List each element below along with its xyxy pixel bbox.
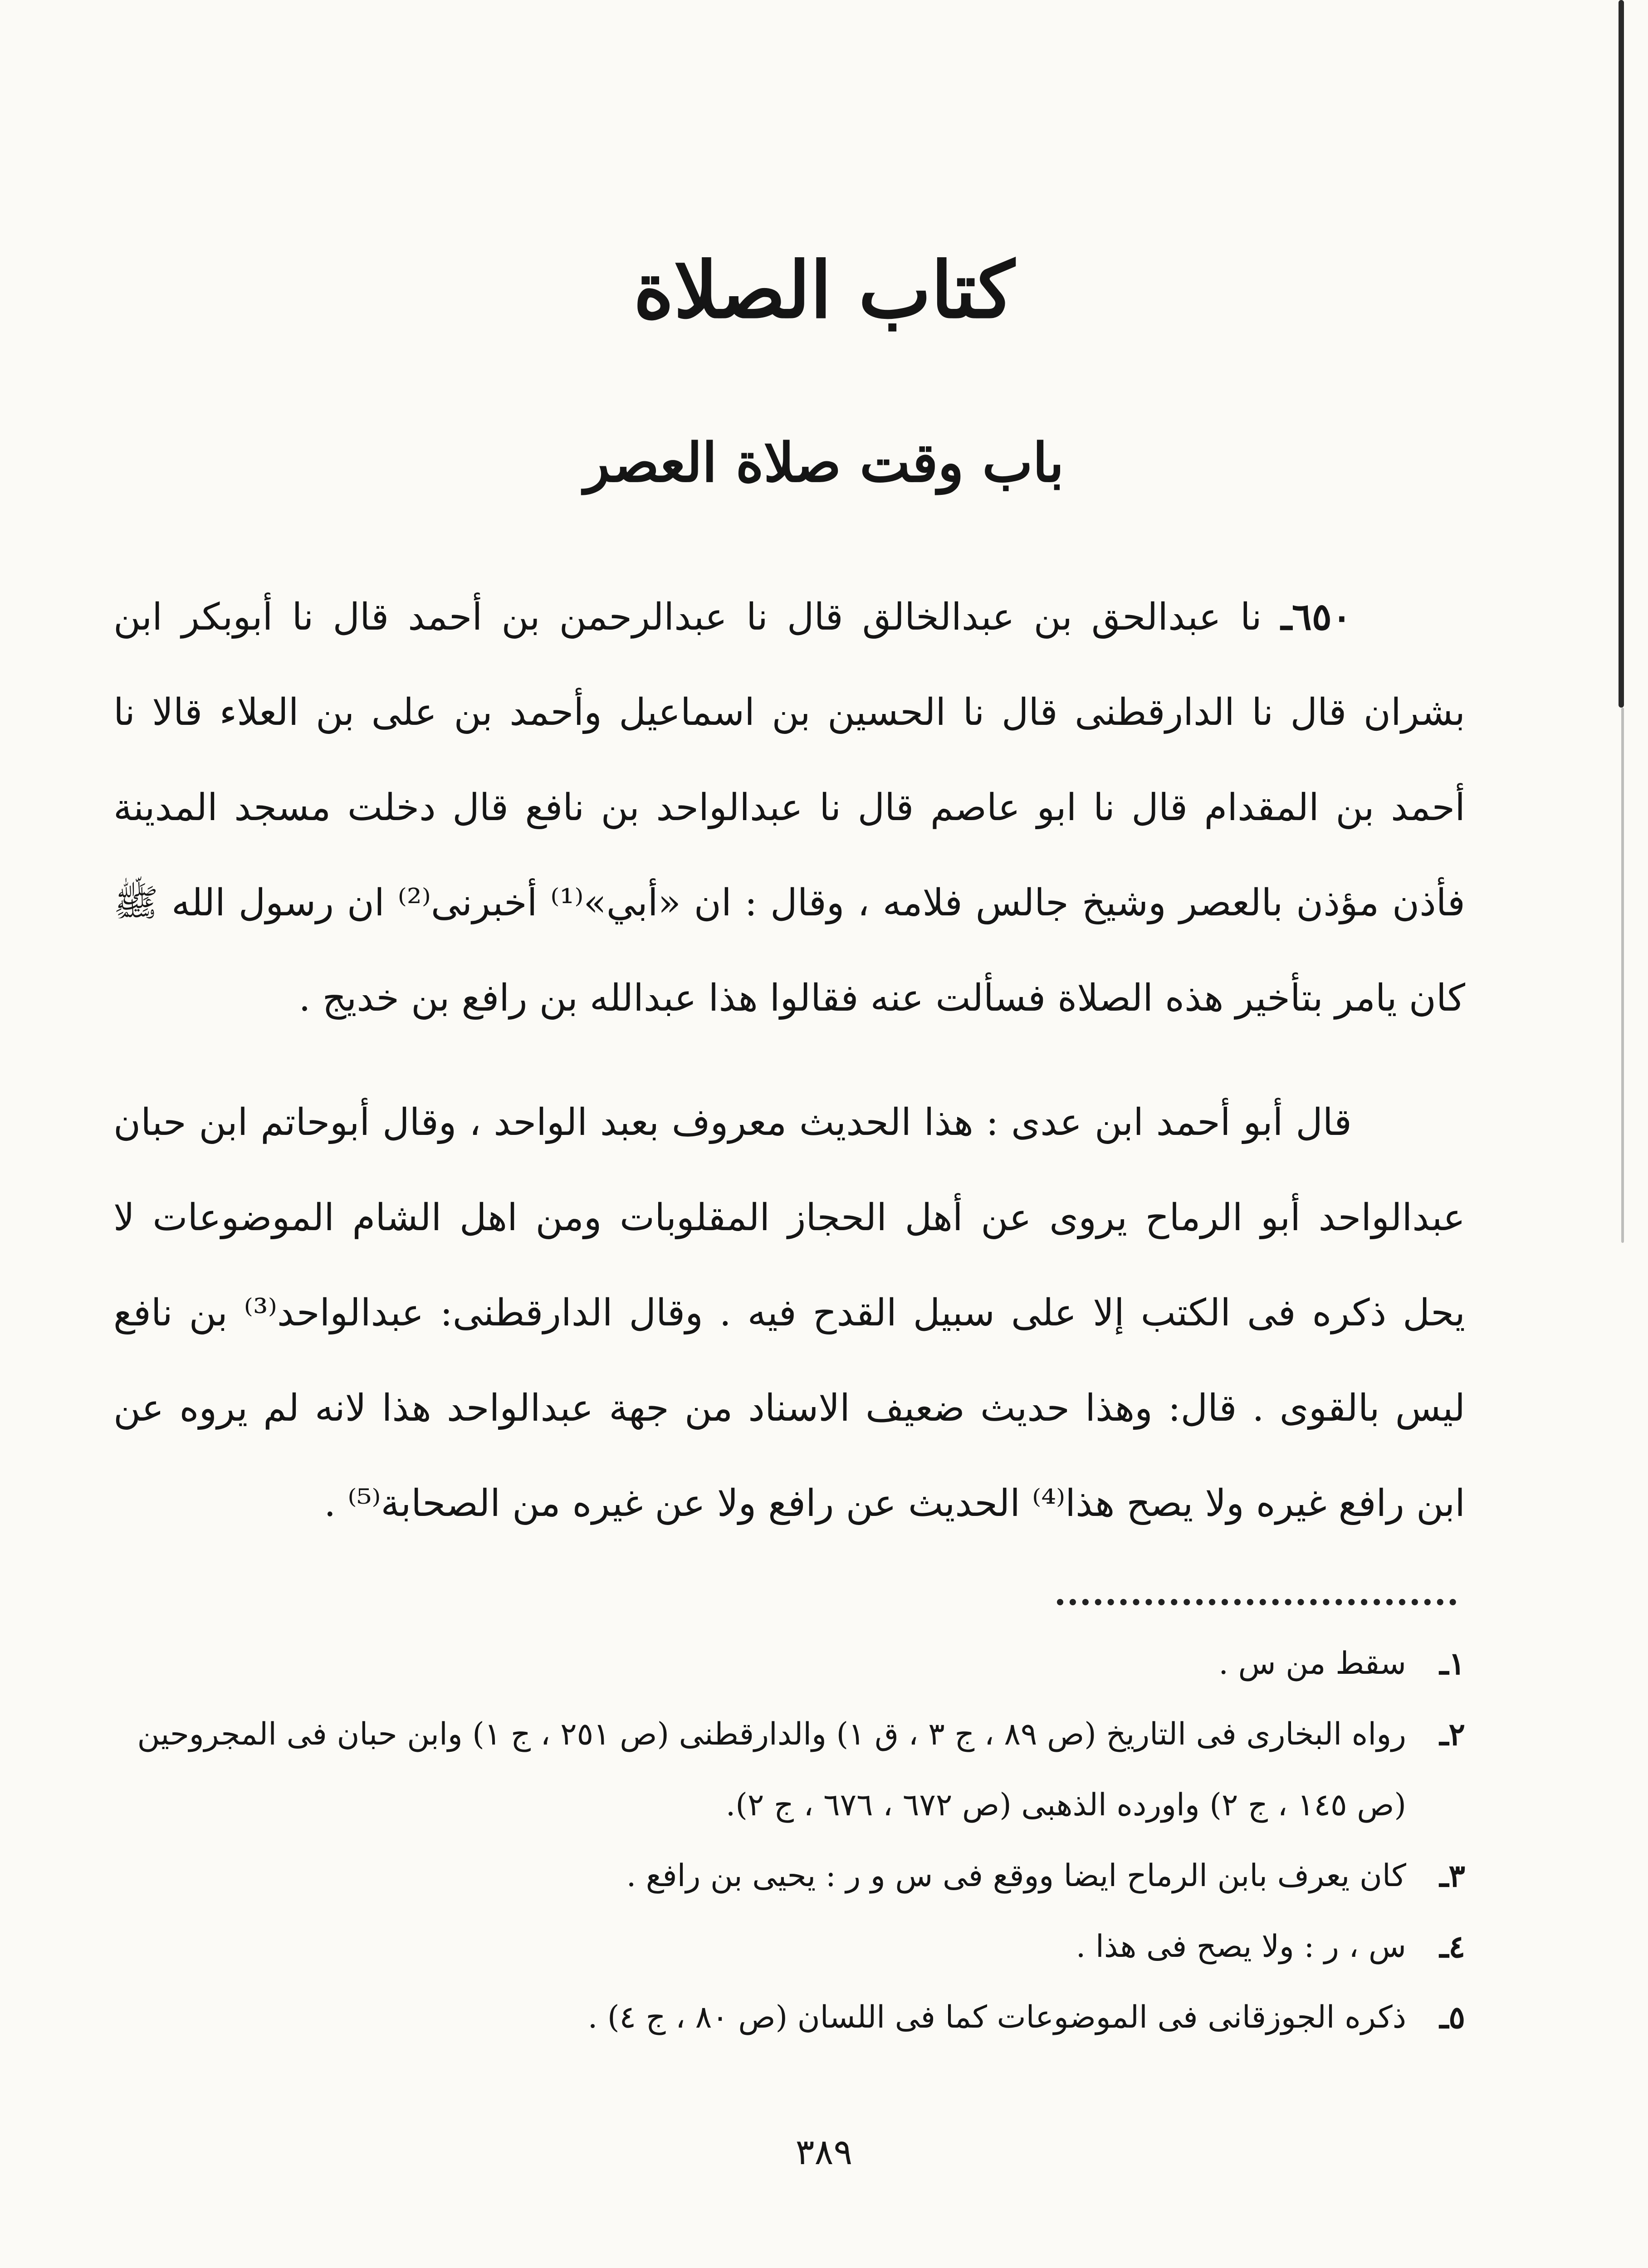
footnote-text: ذكره الجوزقانى فى الموضوعات كما فى اللسان (ص ٨٠ ، ج ٤) . <box>587 1999 1406 2035</box>
footnote-text: رواه البخارى فى التاريخ (ص ٨٩ ، ج ٣ ، ق ١) والدارقطنى (ص ٢٥١ ، ج ١) وابن حبان فى المجروحين (ص ١٤٥ ، ج ٢) واورده الذهبى (ص ٦٧٢ ، ٦٧٦ ، ج ٢). <box>137 1716 1406 1823</box>
page-number: ٣٨٩ <box>795 2132 853 2173</box>
footnote-number: ٥ـ <box>1439 1999 1465 2036</box>
chapter-title: باب وقت صلاة العصر <box>584 431 1064 494</box>
page-edge-shadow <box>1619 0 1624 708</box>
page-edge-shadow-faint <box>1621 708 1624 1243</box>
footnote-4 <box>113 1911 1465 1982</box>
commentary-text: قال أبو أحمد ابن عدى : هذا الحديث معروف بعبد الواحد ، وقال أبوحاتم ابن حبان عبدالواحد أبو الرماح يروى عن أهل الحجاز المقلوبات ومن اهل الشام الموضوعات لا يحل ذكره فى الكتب إلا على سبيل القدح فيه . وقال الدارقطنى: عبدالواحد⁽³⁾ بن نافع ليس بالقوى . قال: وهذا حديث ضعيف الاسناد من جهة عبدالواحد هذا لانه لم يروه عن ابن رافع غيره ولا يصح هذا⁽⁴⁾ الحديث عن رافع ولا عن غيره من الصحابة⁽⁵⁾ . <box>113 1101 1465 1525</box>
footnote-number: ٢ـ <box>1439 1716 1465 1753</box>
footnote-text: سقط من س . <box>1218 1646 1406 1681</box>
footnotes <box>113 1628 1465 2053</box>
footnote-5 <box>113 1982 1465 2053</box>
footnote-number: ٣ـ <box>1439 1858 1465 1894</box>
footnote-3 <box>113 1841 1465 1911</box>
footnote-number: ١ـ <box>1439 1646 1465 1682</box>
hadith-text: نا عبدالحق بن عبدالخالق قال نا عبدالرحمن بن أحمد قال نا أبوبكر ابن بشران قال نا الدارقطنى قال نا الحسين بن اسماعيل وأحمد بن على بن العلاء قالا نا أحمد بن المقدام قال نا ابو عاصم قال نا عبدالواحد بن نافع قال دخلت مسجد المدينة فأذن مؤذن بالعصر وشيخ جالس فلامه ، وقال : ان «أبي»⁽¹⁾ أخبرنى⁽²⁾ ان رسول الله ﷺ كان يامر بتأخير هذه الصلاة فسألت عنه فقالوا هذا عبدالله بن رافع بن خديج . <box>113 596 1465 1020</box>
footnote-text: س ، ر : ولا يصح فى هذا . <box>1076 1929 1406 1965</box>
commentary-paragraph <box>113 1075 1465 1551</box>
hadith-number: ٦٥٠ـ <box>1281 595 1352 639</box>
footnote-2 <box>113 1699 1465 1841</box>
book-title: كتاب الصلاة <box>633 245 1015 336</box>
hadith-paragraph <box>113 569 1465 1046</box>
footnote-number: ٤ـ <box>1439 1929 1465 1965</box>
footnote-text: كان يعرف بابن الرماح ايضا ووقع فى س و ر : يحيى بن رافع . <box>626 1858 1406 1894</box>
footnote-separator <box>1057 1599 1456 1605</box>
footnote-1 <box>113 1628 1465 1699</box>
